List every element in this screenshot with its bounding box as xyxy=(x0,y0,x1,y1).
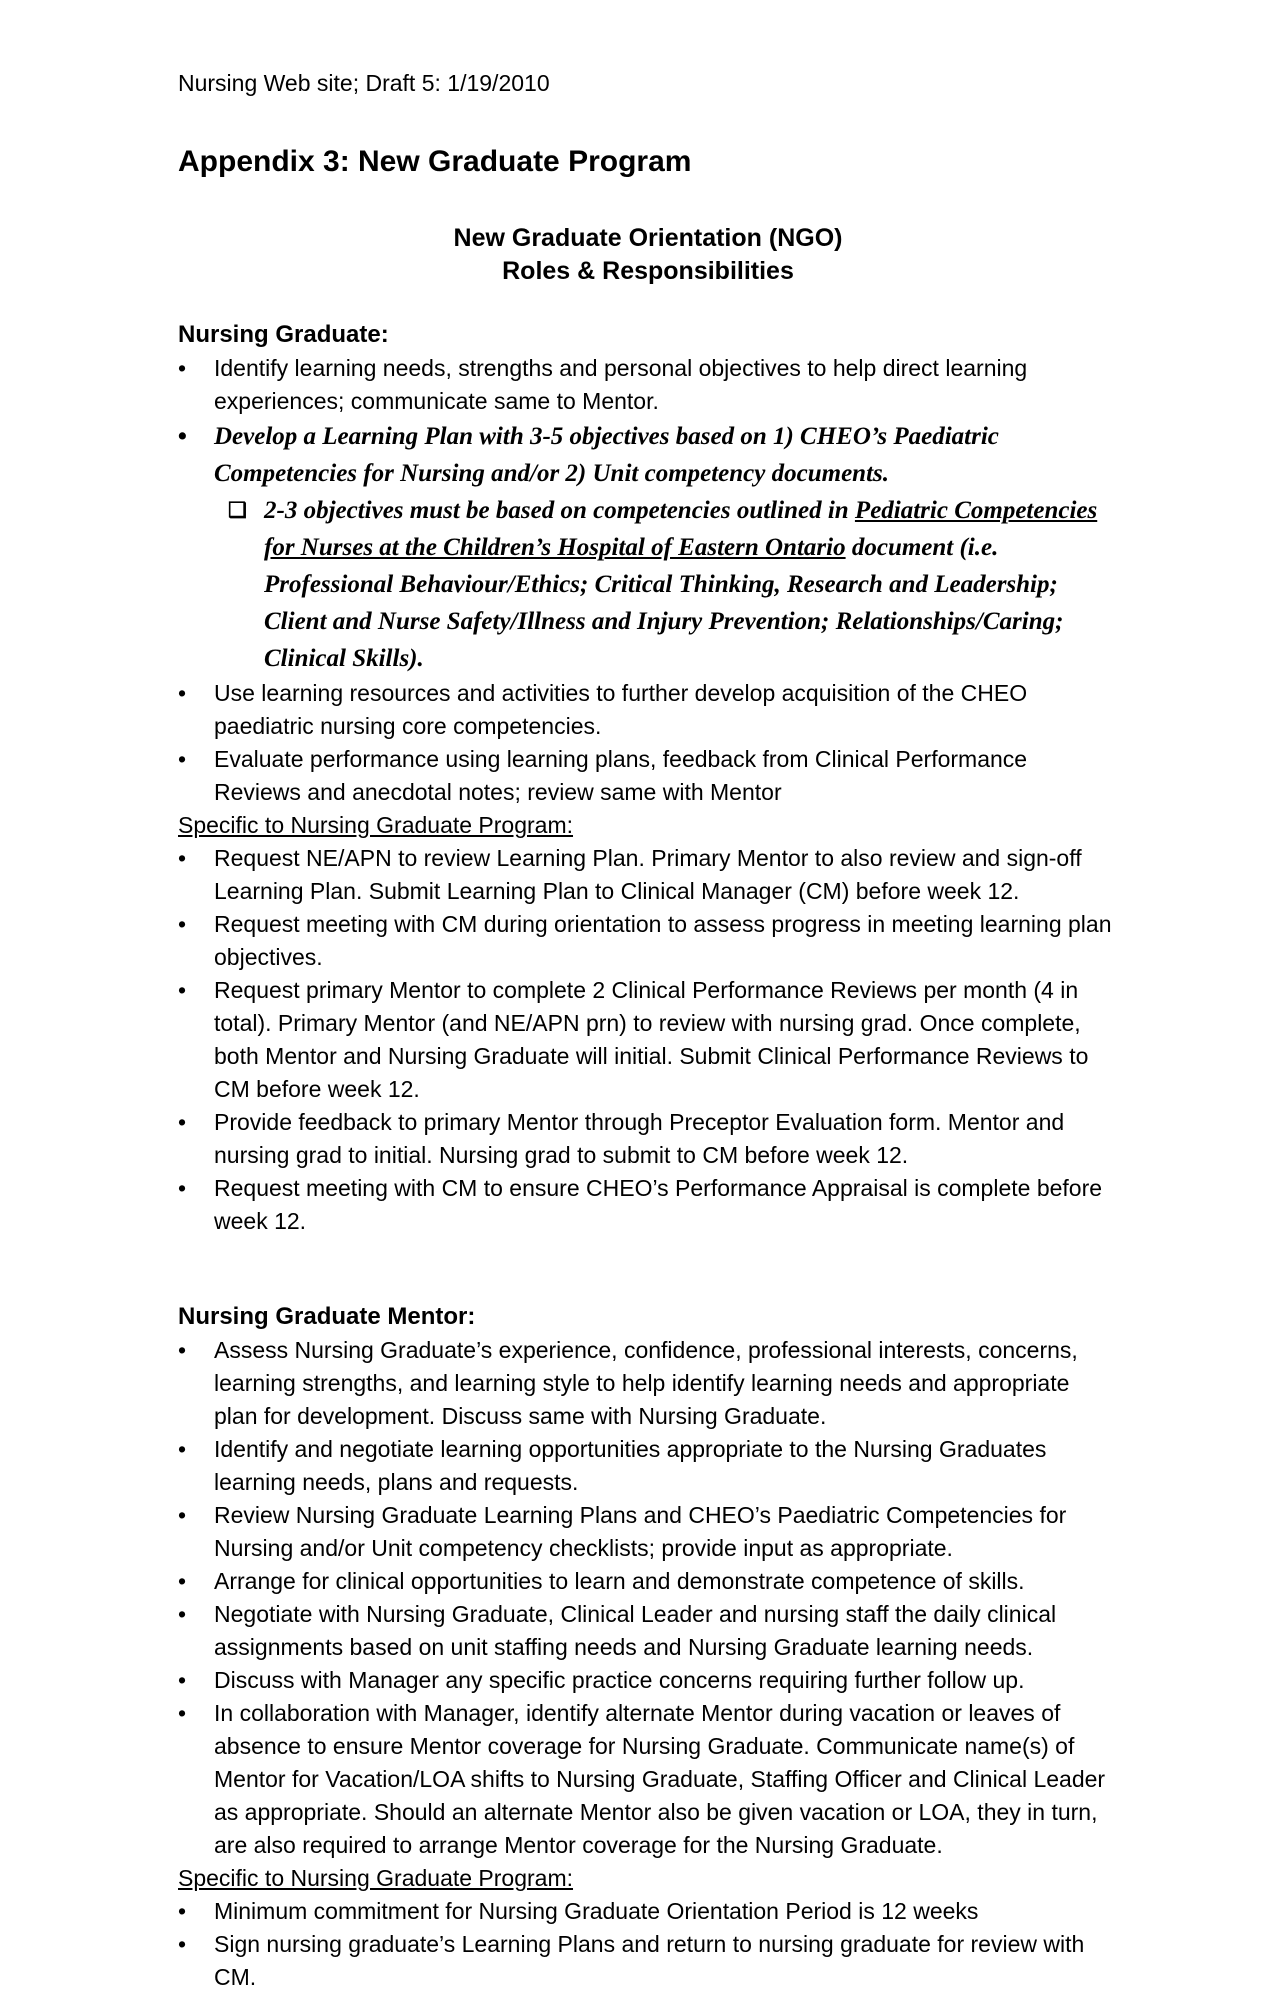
bullet-marker xyxy=(178,1895,214,1928)
document-content xyxy=(178,68,1118,1994)
section-heading-nursing-graduate: Nursing Graduate: xyxy=(178,321,389,348)
bullet-text: Assess Nursing Graduate’s experience, confidence, professional interests, concerns, learning strengths, and learning style to help identify learning needs and appropriate plan for development. Discuss same with Nursing Graduate. xyxy=(214,1337,1078,1429)
page-title: Appendix 3: New Graduate Program xyxy=(178,145,692,178)
bullet-marker xyxy=(178,908,214,941)
bullet-item xyxy=(178,1895,1118,1928)
bullet-marker xyxy=(178,352,214,385)
specific-heading-nursing-graduate: Specific to Nursing Graduate Program: xyxy=(178,812,574,838)
bullet-marker xyxy=(178,1172,214,1205)
sub-bullet-item xyxy=(178,492,1118,677)
bullet-marker xyxy=(178,974,214,1007)
bullet-marker xyxy=(178,1106,214,1139)
bullet-text: Sign nursing graduate’s Learning Plans and return to nursing graduate for review with CM. xyxy=(214,1931,1085,1990)
bullet-item xyxy=(178,1172,1118,1238)
bullet-text: Discuss with Manager any specific practice concerns requiring further follow up. xyxy=(214,1667,1025,1693)
sub-bullet-text-underlined: Pediatric Competencies for Nurses at the Children’s Hospital of Eastern Ontario xyxy=(264,497,1098,561)
bullet-text: Identify and negotiate learning opportunities appropriate to the Nursing Graduates learning needs, plans and requests. xyxy=(214,1436,1047,1495)
bullet-marker xyxy=(178,743,214,776)
section-heading-mentor: Nursing Graduate Mentor: xyxy=(178,1303,476,1330)
bullet-item xyxy=(178,1433,1118,1499)
bullet-text: In collaboration with Manager, identify alternate Mentor during vacation or leaves of absence to ensure Mentor coverage for Nursing Graduate. Communicate name(s) of Mentor for Vacation/LOA shifts to Nursing Graduate, Staffing Officer and Clinical Leader as appropriate. Should an alternate Mentor also be given vacation or LOA, they in turn, are also required to arrange Mentor coverage for the Nursing Graduate. xyxy=(214,1700,1106,1858)
bullet-marker xyxy=(178,1334,214,1367)
bullet-marker xyxy=(178,677,214,710)
bullet-item xyxy=(178,352,1118,418)
sub-bullet-text-post: document (i.e. Professional Behaviour/Ethics; Critical Thinking, Research and Leadership; Client and Nurse Safety/Illness and Injury Prevention; Relationships/Caring; Clinical Skills). xyxy=(264,534,1064,672)
bullet-marker xyxy=(178,1928,214,1961)
bullet-text: Request meeting with CM to ensure CHEO’s Performance Appraisal is complete before week 12. xyxy=(214,1175,1103,1234)
bullet-text: Identify learning needs, strengths and personal objectives to help direct learning experiences; communicate same to Mentor. xyxy=(214,355,1028,414)
bullet-item xyxy=(178,1565,1118,1598)
bullet-item xyxy=(178,743,1118,809)
bullet-text: Evaluate performance using learning plans, feedback from Clinical Performance Reviews and anecdotal notes; review same with Mentor xyxy=(214,746,1028,805)
bullet-text: Minimum commitment for Nursing Graduate Orientation Period is 12 weeks xyxy=(214,1898,979,1924)
bullet-item xyxy=(178,418,1118,492)
subtitle-line-1: New Graduate Orientation (NGO) xyxy=(453,224,843,252)
specific-heading-mentor: Specific to Nursing Graduate Program: xyxy=(178,1865,574,1891)
bullet-marker xyxy=(178,1598,214,1631)
bullet-item xyxy=(178,1697,1118,1862)
bullet-text: Arrange for clinical opportunities to learn and demonstrate competence of skills. xyxy=(214,1568,1025,1594)
sub-bullet-text-pre: 2-3 objectives must be based on competencies outlined in xyxy=(264,497,855,524)
bullet-item xyxy=(178,1598,1118,1664)
bullet-item xyxy=(178,1664,1118,1697)
bullet-text: Review Nursing Graduate Learning Plans and CHEO’s Paediatric Competencies for Nursing and/or Unit competency checklists; provide input as appropriate. xyxy=(214,1502,1067,1561)
bullet-item xyxy=(178,677,1118,743)
bullet-item xyxy=(178,1106,1118,1172)
square-bullet-marker xyxy=(228,492,264,529)
document-subtitle xyxy=(178,222,1118,288)
bullet-text: Request meeting with CM during orientation to assess progress in meeting learning plan objectives. xyxy=(214,911,1112,970)
bullet-text: Develop a Learning Plan with 3-5 objectives based on 1) CHEO’s Paediatric Competencies for Nursing and/or 2) Unit competency documents. xyxy=(214,423,999,487)
bullet-item xyxy=(178,842,1118,908)
subtitle-line-2: Roles & Responsibilities xyxy=(502,257,794,285)
bullet-item xyxy=(178,1928,1118,1994)
bullet-item xyxy=(178,908,1118,974)
bullet-item xyxy=(178,1334,1118,1433)
sub-bullet-text xyxy=(264,492,1118,677)
bullet-marker xyxy=(178,1433,214,1466)
bullet-item xyxy=(178,974,1118,1106)
bullet-marker xyxy=(178,1697,214,1730)
bullet-text: Provide feedback to primary Mentor through Preceptor Evaluation form. Mentor and nursing grad to initial. Nursing grad to submit to CM before week 12. xyxy=(214,1109,1065,1168)
doc-header: Nursing Web site; Draft 5: 1/19/2010 xyxy=(178,70,550,96)
bullet-text: Request NE/APN to review Learning Plan. Primary Mentor to also review and sign-off Learning Plan. Submit Learning Plan to Clinical Manager (CM) before week 12. xyxy=(214,845,1082,904)
bullet-marker xyxy=(178,842,214,875)
bullet-text: Use learning resources and activities to further develop acquisition of the CHEO paediatric nursing core competencies. xyxy=(214,680,1028,739)
bullet-marker xyxy=(178,1499,214,1532)
bullet-text: Request primary Mentor to complete 2 Clinical Performance Reviews per month (4 in total). Primary Mentor (and NE/APN prn) to review with nursing grad. Once complete, both Mentor and Nursing Graduate will initial. Submit Clinical Performance Reviews to CM before week 12. xyxy=(214,977,1089,1102)
bullet-marker xyxy=(178,1664,214,1697)
bullet-marker xyxy=(178,418,214,455)
bullet-item xyxy=(178,1499,1118,1565)
bullet-marker xyxy=(178,1565,214,1598)
bullet-text: Negotiate with Nursing Graduate, Clinical Leader and nursing staff the daily clinical assignments based on unit staffing needs and Nursing Graduate learning needs. xyxy=(214,1601,1057,1660)
